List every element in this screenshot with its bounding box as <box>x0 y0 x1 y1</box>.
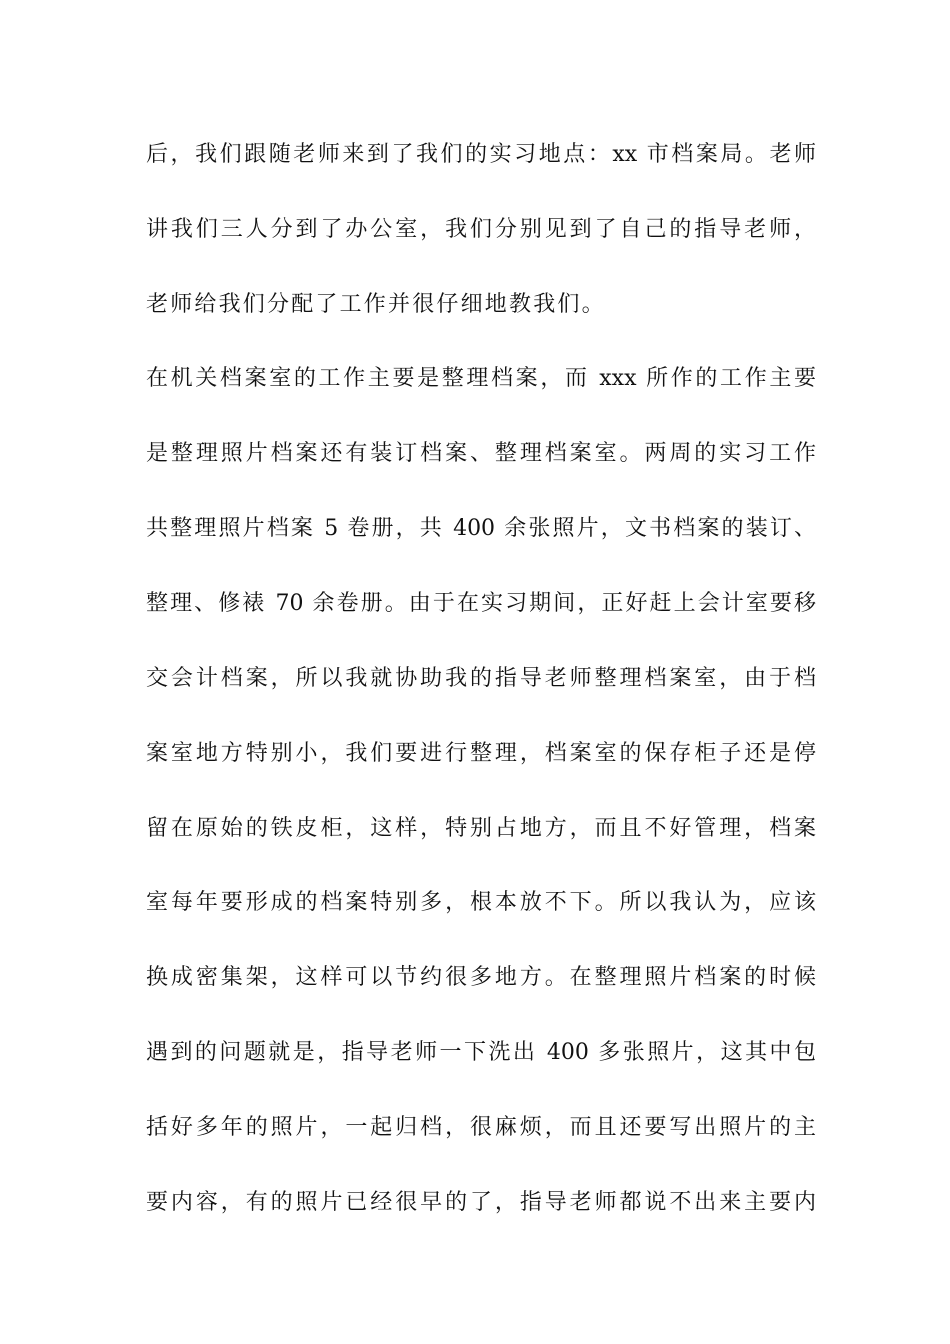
text-line-6: 共整理照片档案 5 卷册，共 400 余张照片，文书档案的装订、 <box>146 516 816 541</box>
text-line-12: 换成密集架，这样可以节约很多地方。在整理照片档案的时候 <box>146 965 816 990</box>
text-line-10: 留在原始的铁皮柜，这样，特别占地方，而且不好管理，档案 <box>146 816 816 841</box>
text-line-15: 要内容，有的照片已经很早的了，指导老师都说不出来主要内 <box>146 1190 816 1215</box>
text-line-9: 案室地方特别小，我们要进行整理，档案室的保存柜子还是停 <box>146 741 816 766</box>
text-line-4: 在机关档案室的工作主要是整理档案，而 xxx 所作的工作主要 <box>146 366 816 391</box>
text-line-5: 是整理照片档案还有装订档案、整理档案室。两周的实习工作 <box>146 441 816 466</box>
text-line-8: 交会计档案，所以我就协助我的指导老师整理档案室，由于档 <box>146 666 816 691</box>
text-line-3: 老师给我们分配了工作并很仔细地教我们。 <box>146 292 606 317</box>
text-line-7: 整理、修裱 70 余卷册。由于在实习期间，正好赶上会计室要移 <box>146 591 816 616</box>
text-line-2: 讲我们三人分到了办公室，我们分别见到了自己的指导老师， <box>146 217 816 242</box>
text-line-11: 室每年要形成的档案特别多，根本放不下。所以我认为，应该 <box>146 890 816 915</box>
text-line-1: 后，我们跟随老师来到了我们的实习地点：xx 市档案局。老师 <box>146 142 816 167</box>
text-line-13: 遇到的问题就是，指导老师一下洗出 400 多张照片，这其中包 <box>146 1040 816 1065</box>
text-line-14: 括好多年的照片，一起归档，很麻烦，而且还要写出照片的主 <box>146 1115 816 1140</box>
